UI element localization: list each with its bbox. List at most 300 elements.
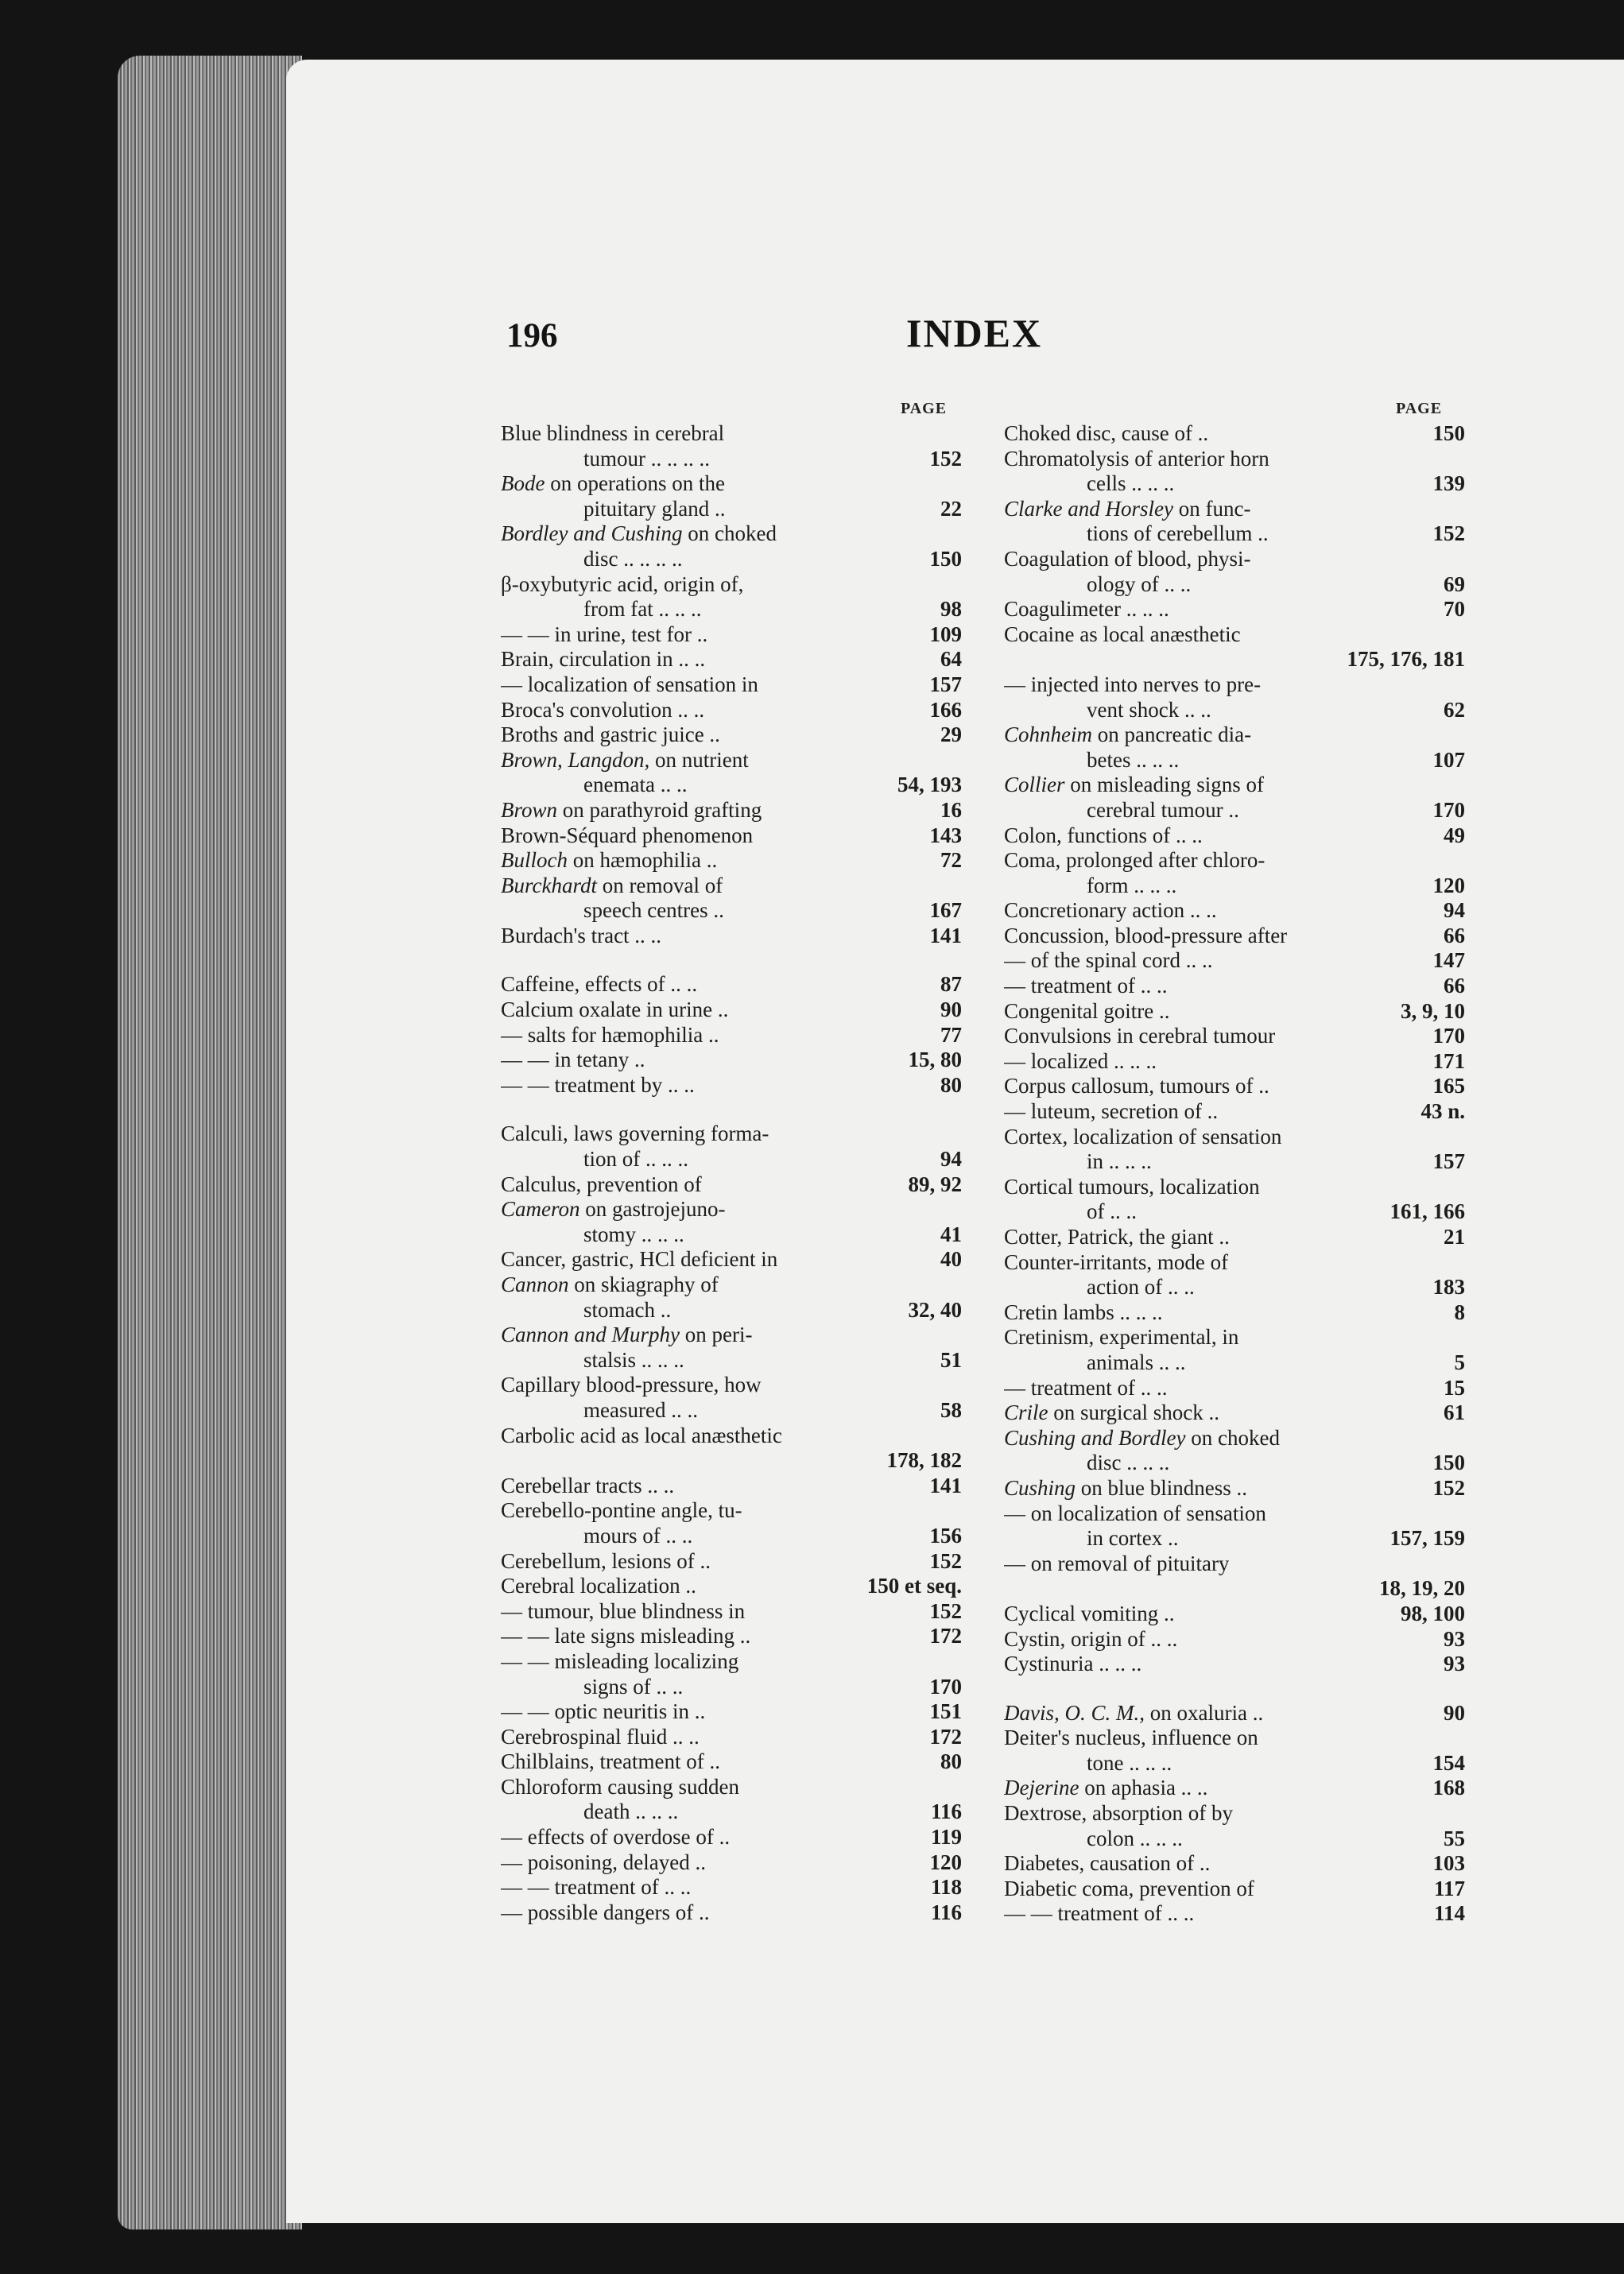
index-entry: [501, 1273, 962, 1298]
index-entry: [1004, 1376, 1465, 1401]
index-entry: [501, 1147, 962, 1172]
index-entry: [1004, 1400, 1465, 1426]
index-entry-text: Brown-Séquard phenomenon: [501, 823, 754, 847]
index-entry: [1004, 698, 1465, 723]
index-entry: [501, 1448, 962, 1474]
index-entry: [1004, 1125, 1465, 1150]
index-entry-page: 3, 9, 10: [1401, 998, 1465, 1023]
index-entry-text: [1004, 497, 1250, 521]
page-number: 196: [506, 317, 558, 354]
index-entry-page: 170: [1432, 797, 1465, 822]
index-entry: [501, 748, 962, 773]
index-entry-text: — salts for hæmophilia ..: [501, 1022, 719, 1047]
index-entry-page: 64: [940, 647, 962, 672]
index-entry-page: 116: [930, 1799, 962, 1824]
index-entry-text: Choked disc, cause of ..: [1004, 421, 1209, 445]
index-entry-text: Broca's convolution .. ..: [501, 697, 705, 722]
index-entry-author: Bordley and Cushing: [501, 521, 683, 546]
index-entry-topic: on parathyroid grafting: [557, 797, 762, 822]
index-entry: [501, 1197, 962, 1222]
index-entry: [1004, 622, 1465, 648]
index-entry: [501, 972, 962, 998]
index-entry-text: Diabetes, causation of ..: [1004, 1851, 1211, 1876]
index-entry-author: Bode: [501, 471, 545, 496]
index-entry-text: — poisoning, delayed ..: [501, 1850, 706, 1874]
index-entry-text: Cerebello-pontine angle, tu-: [501, 1498, 742, 1523]
index-entry-text: mours of .. ..: [583, 1523, 693, 1548]
index-entry-page: 152: [929, 446, 962, 471]
index-entry-topic: on surgical shock ..: [1048, 1400, 1219, 1425]
index-entry-text: Chloroform causing sudden: [501, 1774, 739, 1799]
index-entry-text: [501, 1197, 725, 1222]
index-entry-text: Cretinism, experimental, in: [1004, 1325, 1239, 1350]
index-entry-page: 114: [1433, 1901, 1465, 1926]
index-entry: [1004, 1451, 1465, 1476]
index-entry-text: tone .. .. ..: [1087, 1750, 1172, 1775]
index-entry: [1004, 1901, 1465, 1927]
book-page-edges: [118, 56, 302, 2229]
index-entry-page: 77: [940, 1022, 962, 1047]
index-entry-text: ology of .. ..: [1087, 571, 1192, 596]
index-entry-text: [1004, 1476, 1247, 1501]
index-entry-page: 93: [1444, 1652, 1465, 1676]
index-entry: [1004, 572, 1465, 598]
index-entry: [501, 1725, 962, 1750]
index-entry: [1004, 1627, 1465, 1652]
index-entry-text: speech centres ..: [583, 898, 724, 923]
index-entry-text: measured .. ..: [583, 1397, 698, 1422]
index-entry-page: 161, 166: [1390, 1199, 1465, 1224]
index-entry-text: — — treatment of .. ..: [1004, 1901, 1195, 1926]
index-entry-author: Crile: [1004, 1400, 1048, 1425]
index-entry-page: 55: [1444, 1826, 1465, 1850]
index-column-left: [501, 421, 962, 1925]
index-entry: [1004, 1099, 1465, 1125]
index-entry-topic: on choked: [682, 521, 777, 546]
index-entry-page: 150 et seq.: [866, 1574, 962, 1598]
index-entry-author: Collier: [1004, 773, 1065, 797]
index-entry-page: 150: [1432, 1451, 1465, 1475]
index-entry: [1004, 1175, 1465, 1200]
index-entry-page: 103: [1432, 1851, 1465, 1876]
index-entry: [1004, 1652, 1465, 1677]
index-entry: [501, 1675, 962, 1700]
index-entry: [1004, 924, 1465, 949]
index-entry-page: 22: [940, 496, 962, 521]
index-entry-page: 157: [1432, 1149, 1465, 1174]
index-entry-page: 183: [1432, 1275, 1465, 1300]
index-entry: [501, 672, 962, 698]
index-entry-page: 15: [1444, 1375, 1465, 1400]
index-entry-text: Coma, prolonged after chloro-: [1004, 848, 1265, 873]
index-entry-text: from fat .. .. ..: [583, 597, 702, 622]
index-entry-text: death .. .. ..: [583, 1799, 679, 1824]
index-entry-author: Cannon and Murphy: [501, 1323, 680, 1347]
index-entry: [501, 521, 962, 547]
index-entry-text: [1004, 1426, 1280, 1451]
index-entry-text: Congenital goitre ..: [1004, 998, 1170, 1023]
index-entry: [1004, 1024, 1465, 1049]
index-entry-text: Dextrose, absorption of by: [1004, 1801, 1233, 1826]
index-entry: [501, 1172, 962, 1198]
index-entry: [1004, 1149, 1465, 1175]
index-entry: [1004, 1325, 1465, 1350]
index-entry-page: 43 n.: [1421, 1099, 1465, 1124]
index-entry-text: Calculus, prevention of: [501, 1172, 702, 1196]
index-entry-text: [501, 748, 749, 773]
index-entry-text: betes .. .. ..: [1087, 747, 1180, 772]
index-entry: [501, 1549, 962, 1575]
index-entry-text: Cerebrospinal fluid .. ..: [501, 1724, 700, 1749]
index-entry-page: 58: [940, 1397, 962, 1422]
index-entry: [501, 1775, 962, 1800]
index-entry-text: — — treatment by .. ..: [501, 1072, 695, 1097]
index-entry-text: tumour .. .. .. ..: [583, 446, 710, 471]
index-entry: [501, 1825, 962, 1850]
index-entry-topic: on pancreatic dia-: [1092, 722, 1252, 747]
index-entry: [1004, 1751, 1465, 1776]
index-entry: [501, 1222, 962, 1248]
index-entry-text: [501, 471, 725, 496]
index-entry-page: 143: [929, 823, 962, 847]
index-entry: [501, 471, 962, 497]
index-entry-page: 171: [1432, 1048, 1465, 1073]
index-entry-text: — of the spinal cord .. ..: [1004, 948, 1213, 973]
index-entry-text: stomach ..: [583, 1297, 672, 1322]
index-entry-page: 54, 193: [897, 773, 962, 797]
index-entry: [1004, 521, 1465, 547]
index-entry-text: tions of cerebellum ..: [1087, 521, 1269, 546]
index-entry-author: Cushing: [1004, 1475, 1076, 1500]
index-entry-text: Cyclical vomiting ..: [1004, 1601, 1175, 1625]
index-entry-page: 116: [930, 1900, 962, 1924]
index-entry: [1004, 547, 1465, 572]
index-entry-text: — localized .. .. ..: [1004, 1048, 1157, 1073]
index-entry-author: Burckhardt: [501, 873, 597, 897]
index-entry-text: disc .. .. .. ..: [583, 546, 683, 571]
index-entry: [1004, 1776, 1465, 1801]
index-entry: [501, 647, 962, 672]
index-entry-text: pituitary gland ..: [583, 496, 726, 521]
index-entry-page: 120: [1432, 873, 1465, 897]
index-entry-author: Cohnheim: [1004, 722, 1092, 747]
index-entry-text: colon .. .. ..: [1087, 1826, 1183, 1850]
index-entry-text: — — treatment of .. ..: [501, 1875, 692, 1900]
index-entry: [501, 1524, 962, 1549]
index-entry-text: cells .. .. ..: [1087, 471, 1175, 496]
index-entry-text: — on localization of sensation: [1004, 1501, 1266, 1525]
index-entry: [1004, 874, 1465, 899]
index-entry-page: 175, 176, 181: [1347, 647, 1465, 672]
index-entry-topic: on blue blindness ..: [1076, 1475, 1248, 1500]
index-entry-page: 15, 80: [908, 1048, 962, 1072]
index-entry-page: 152: [929, 1598, 962, 1623]
index-entry: [1004, 948, 1465, 974]
index-entry-text: — effects of overdose of ..: [501, 1825, 731, 1850]
index-entry-author: Davis, O. C. M.,: [1004, 1700, 1145, 1725]
index-entry: [501, 1298, 962, 1323]
index-entry: [501, 447, 962, 472]
index-entry-page: 141: [929, 1473, 962, 1497]
index-entry: [1004, 1602, 1465, 1627]
index-entry-topic: on nutrient: [649, 747, 749, 772]
index-entry-page: 107: [1432, 747, 1465, 772]
index-entry-text: Concretionary action .. ..: [1004, 898, 1217, 923]
index-entry: [1004, 421, 1465, 447]
index-entry-text: Broths and gastric juice ..: [501, 722, 720, 747]
index-entry-text: Cerebral localization ..: [501, 1574, 696, 1598]
index-entry: [501, 572, 962, 598]
index-entry: [501, 1649, 962, 1675]
index-entry-page: 170: [929, 1674, 962, 1699]
index-entry: [501, 421, 962, 447]
index-entry: [1004, 748, 1465, 773]
index-entry: [1004, 1426, 1465, 1451]
index-entry-page: 141: [929, 923, 962, 947]
index-entry: [501, 998, 962, 1023]
index-entry-text: signs of .. ..: [583, 1674, 684, 1699]
index-entry-page: 119: [930, 1825, 962, 1850]
index-entry: [501, 1398, 962, 1424]
index-entry: [501, 1474, 962, 1499]
index-entry: [1004, 1199, 1465, 1225]
index-entry: [501, 1574, 962, 1599]
index-entry-text: Cretin lambs .. .. ..: [1004, 1300, 1163, 1324]
index-entry-page: 70: [1444, 597, 1465, 622]
index-entry: [1004, 1476, 1465, 1501]
index-entry-text: Calcium oxalate in urine ..: [501, 998, 729, 1022]
index-entry: [501, 547, 962, 572]
index-entry-topic: on aphasia .. ..: [1079, 1776, 1208, 1800]
index-entry-author: Cushing and Bordley: [1004, 1425, 1186, 1450]
index-entry-text: Blue blindness in cerebral: [501, 421, 725, 445]
index-entry-topic: on oxaluria ..: [1145, 1700, 1264, 1725]
index-entry: [1004, 497, 1465, 522]
index-entry-page: 49: [1444, 823, 1465, 847]
index-entry-page: 98, 100: [1401, 1601, 1465, 1625]
index-entry-author: Cannon: [501, 1273, 569, 1296]
index-entry-page: 8: [1454, 1300, 1465, 1324]
index-entry: [1004, 773, 1465, 798]
index-entry-topic: on peri-: [680, 1323, 753, 1347]
index-entry-page: 18, 19, 20: [1379, 1576, 1465, 1601]
index-entry-text: — — misleading localizing: [501, 1648, 739, 1673]
index-entry-page: 156: [929, 1523, 962, 1548]
index-entry: [501, 773, 962, 798]
index-entry-topic: on skiagraphy of: [568, 1273, 719, 1296]
index-entry-text: — — optic neuritis in ..: [501, 1699, 706, 1724]
index-entry: [501, 1850, 962, 1876]
index-entry-text: stalsis .. .. ..: [583, 1347, 684, 1372]
index-entry-author: Bulloch: [501, 848, 568, 873]
index-entry: [501, 1699, 962, 1725]
index-entry: [1004, 1701, 1465, 1726]
index-entry: [1004, 1225, 1465, 1250]
index-entry: [501, 1373, 962, 1398]
index-entry-text: [501, 1273, 719, 1297]
index-entry: [501, 924, 962, 949]
index-entry-text: in .. .. ..: [1087, 1149, 1152, 1174]
index-entry-text: Cystinuria .. .. ..: [1004, 1652, 1142, 1676]
index-entry: [501, 823, 962, 849]
index-entry: [1004, 999, 1465, 1025]
index-entry-page: 120: [929, 1850, 962, 1874]
index-entry: [1004, 447, 1465, 472]
index-entry-page: 98: [940, 597, 962, 622]
index-entry-page: 80: [940, 1072, 962, 1097]
index-entry: [1004, 1851, 1465, 1877]
index-entry-text: Cystin, origin of .. ..: [1004, 1626, 1178, 1651]
index-entry: [501, 1749, 962, 1775]
index-entry-text: [1004, 773, 1264, 797]
page-title: INDEX: [906, 311, 1043, 355]
index-entry-page: 40: [940, 1247, 962, 1272]
index-entry-page: 94: [1444, 898, 1465, 923]
index-entry: [501, 1900, 962, 1926]
index-entry: [1004, 1501, 1465, 1527]
index-entry-page: 150: [929, 546, 962, 571]
index-entry-page: 32, 40: [908, 1297, 962, 1322]
index-entry-page: 139: [1432, 471, 1465, 496]
index-entry: [501, 1323, 962, 1348]
index-entry: [501, 1048, 962, 1073]
index-entry-page: 151: [929, 1699, 962, 1724]
index-entry-text: — — late signs misleading ..: [501, 1624, 751, 1648]
index-entry: [501, 622, 962, 648]
index-entry-page: 89, 92: [908, 1172, 962, 1196]
index-entry-text: [1004, 722, 1251, 747]
index-entry: [501, 1599, 962, 1625]
index-entry-page: 167: [929, 898, 962, 923]
index-entry: [501, 597, 962, 622]
index-entry-text: — injected into nerves to pre-: [1004, 672, 1262, 696]
index-entry-text: Colon, functions of .. ..: [1004, 823, 1203, 847]
index-entry-page: 118: [930, 1875, 962, 1900]
index-entry: [1004, 1726, 1465, 1751]
index-entry-text: Deiter's nucleus, influence on: [1004, 1726, 1258, 1750]
index-entry-page: 152: [929, 1548, 962, 1573]
index-entry-page: 66: [1444, 923, 1465, 947]
index-entry-author: Cameron: [501, 1197, 580, 1222]
index-entry: [501, 1498, 962, 1524]
index-entry: [1004, 672, 1465, 698]
index-entry-text: Cancer, gastric, HCl deficient in: [501, 1247, 778, 1272]
index-entry-page: 150: [1432, 421, 1465, 445]
index-entry-text: [1004, 1701, 1263, 1726]
index-entry-text: Cortical tumours, localization: [1004, 1174, 1260, 1199]
index-entry: [1004, 1801, 1465, 1827]
index-entry-page: 94: [940, 1147, 962, 1172]
index-entry-page: 172: [929, 1724, 962, 1749]
index-entry-page: 21: [1444, 1225, 1465, 1249]
index-entry: [501, 1624, 962, 1649]
index-entry-text: Diabetic coma, prevention of: [1004, 1876, 1254, 1900]
index-entry-text: — — in urine, test for ..: [501, 622, 708, 646]
index-entry-text: action of .. ..: [1087, 1275, 1195, 1300]
index-entry-page: 117: [1433, 1876, 1465, 1900]
index-entry-page: 69: [1444, 571, 1465, 596]
index-entry: [1004, 1300, 1465, 1326]
index-entry-text: — on removal of pituitary: [1004, 1551, 1230, 1575]
index-entry-page: 165: [1432, 1074, 1465, 1098]
index-column-right: [1004, 421, 1465, 1927]
index-entry: [1004, 1074, 1465, 1099]
index-entry: [1004, 1827, 1465, 1852]
index-entry-text: Cerebellar tracts .. ..: [501, 1473, 675, 1497]
index-entry: [1004, 1250, 1465, 1276]
index-entry-page: 87: [940, 972, 962, 997]
index-entry: [501, 698, 962, 723]
index-entry-author: Brown, Langdon,: [501, 747, 650, 772]
index-entry-text: [501, 521, 777, 546]
index-entry-text: [501, 798, 762, 823]
index-entry: [501, 497, 962, 522]
index-entry-text: Cotter, Patrick, the giant ..: [1004, 1225, 1230, 1249]
index-entry-author: Clarke and Horsley: [1004, 496, 1173, 521]
index-entry-author: Dejerine: [1004, 1776, 1079, 1800]
index-entry: [501, 848, 962, 874]
index-entry-topic: on hæmophilia ..: [567, 848, 718, 873]
index-entry-text: — treatment of .. ..: [1004, 974, 1168, 998]
index-entry-text: animals .. ..: [1087, 1350, 1186, 1374]
index-entry-text: [1004, 1400, 1219, 1425]
index-entry-text: tion of .. .. ..: [583, 1147, 688, 1172]
index-entry: [1004, 1350, 1465, 1376]
index-entry-text: — luteum, secretion of ..: [1004, 1099, 1219, 1124]
index-entry-text: [501, 1323, 752, 1347]
index-entry-text: form .. .. ..: [1087, 873, 1177, 897]
index-entry-text: Corpus callosum, tumours of ..: [1004, 1074, 1269, 1098]
right-column-page-label: PAGE: [1396, 400, 1443, 417]
index-entry-page: 152: [1432, 521, 1465, 546]
index-entry-text: Chilblains, treatment of ..: [501, 1749, 720, 1774]
index-entry-text: Caffeine, effects of .. ..: [501, 972, 698, 997]
index-entry: [501, 898, 962, 924]
index-entry: [501, 1799, 962, 1825]
index-entry-topic: on choked: [1185, 1425, 1280, 1450]
index-entry-page: 29: [940, 722, 962, 747]
index-entry: [1004, 1049, 1465, 1075]
index-entry: [1004, 974, 1465, 999]
index-entry-page: 172: [929, 1624, 962, 1648]
index-entry: [1004, 823, 1465, 849]
index-entry-page: 170: [1432, 1024, 1465, 1048]
index-entry-topic: on removal of: [596, 873, 723, 897]
index-entry: [501, 1247, 962, 1273]
index-entry-topic: on func-: [1172, 496, 1251, 521]
index-entry-text: of .. ..: [1087, 1199, 1137, 1224]
index-entry-text: Cerebellum, lesions of ..: [501, 1548, 711, 1573]
index-entry-text: — treatment of .. ..: [1004, 1375, 1168, 1400]
index-entry: [1004, 898, 1465, 924]
index-entry-text: Calculi, laws governing forma-: [501, 1122, 769, 1146]
index-entry-text: — — in tetany ..: [501, 1048, 645, 1072]
index-entry-text: — possible dangers of ..: [501, 1900, 710, 1924]
index-entry: [1004, 647, 1465, 672]
index-entry: [501, 722, 962, 748]
index-entry-text: Carbolic acid as local anæsthetic: [501, 1423, 782, 1447]
index-entry: [1004, 1576, 1465, 1602]
index-entry-text: — localization of sensation in: [501, 672, 758, 696]
index-entry-text: Chromatolysis of anterior horn: [1004, 446, 1269, 471]
index-entry: [501, 798, 962, 823]
index-entry: [501, 874, 962, 899]
index-entry-author: Brown: [501, 797, 558, 822]
index-entry-page: 93: [1444, 1626, 1465, 1651]
index-entry: [1004, 1526, 1465, 1552]
index-entry: [501, 1023, 962, 1048]
index-entry-page: 166: [929, 697, 962, 722]
